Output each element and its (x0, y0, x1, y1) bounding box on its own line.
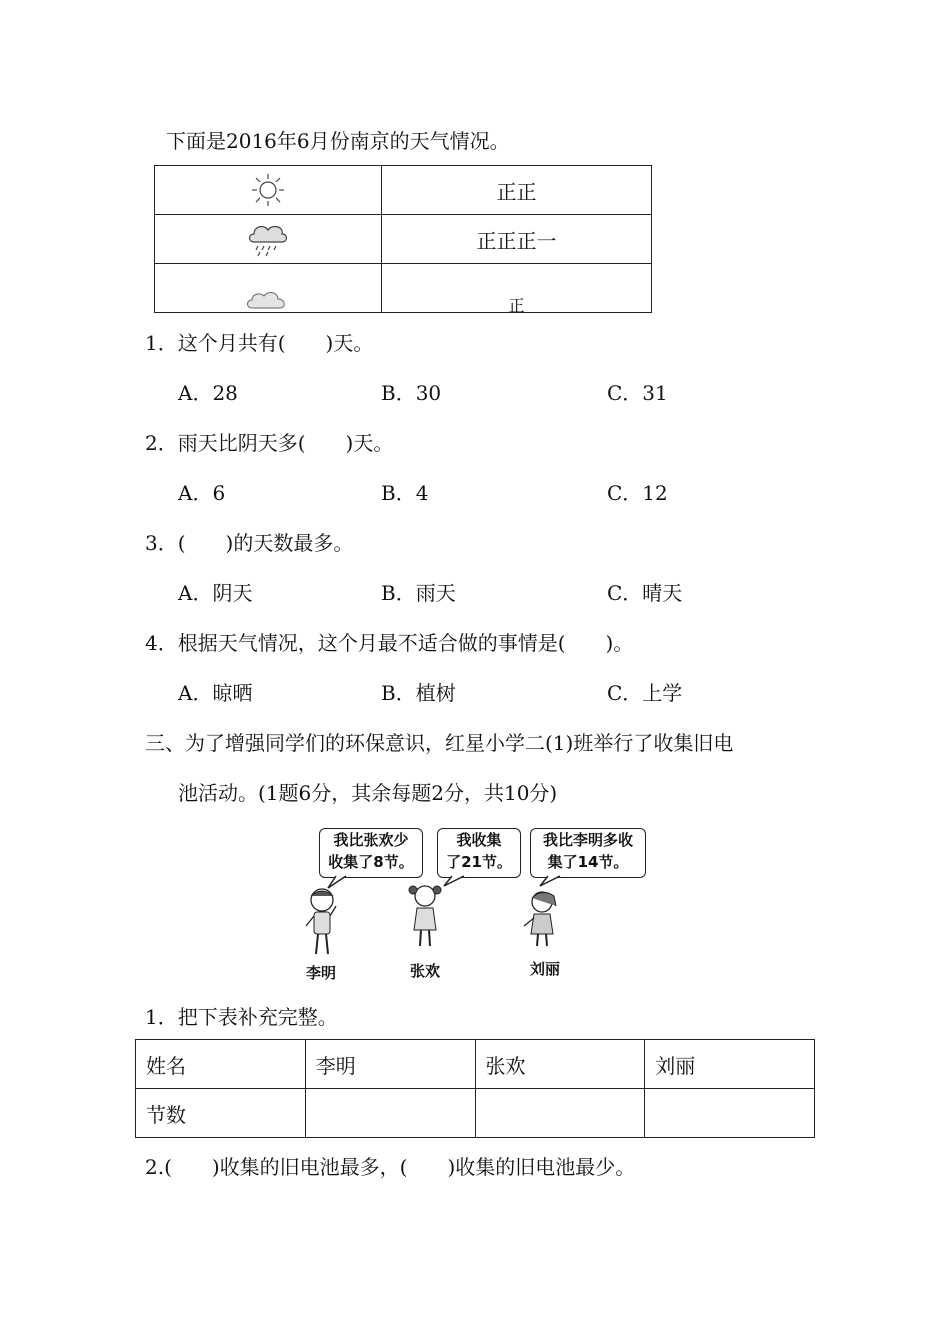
option-c: C．上学 (607, 681, 683, 705)
header-cell: 张欢 (475, 1040, 645, 1089)
option-a: A．晾晒 (178, 681, 253, 705)
option-c: C．12 (607, 481, 668, 505)
intro-text: 下面是2016年6月份南京的天气情况。 (166, 129, 510, 153)
battery-table-row (136, 1089, 815, 1138)
name-label-zhanghuan: 张欢 (410, 962, 441, 980)
weather-icon-cell (155, 215, 382, 264)
speech-bubble-liming: 我比张欢少 收集了8节。 (319, 828, 423, 878)
weather-row-rainy (155, 215, 652, 264)
header-cell: 李明 (305, 1040, 475, 1089)
section-3-title-cont: 池活动。(1题6分，其余每题2分，共10分) (178, 781, 558, 805)
weather-icon-cell (155, 264, 382, 313)
cloud-icon (246, 282, 290, 312)
question-stem: 4．根据天气情况，这个月最不适合做的事情是( )。 (145, 631, 634, 655)
option-c: C．31 (607, 381, 668, 405)
battery-table (135, 1039, 815, 1138)
question-stem: 2．雨天比阴天多( )天。 (145, 431, 394, 455)
speech-bubble-liuli: 我比李明多收 集了14节。 (530, 828, 646, 878)
section-3-question-1: 1．把下表补充完整。 (145, 1005, 338, 1029)
tally-cell: 正正 (382, 166, 652, 215)
answer-cell[interactable] (305, 1089, 475, 1138)
name-label-liuli: 刘丽 (530, 960, 561, 978)
sun-icon (248, 172, 288, 208)
tally-cell: 正 (382, 264, 652, 313)
weather-row-sunny (155, 166, 652, 215)
row-label-cell: 节数 (136, 1089, 306, 1138)
answer-cell[interactable] (475, 1089, 645, 1138)
question-stem: 1．这个月共有( )天。 (145, 331, 374, 355)
answer-cell[interactable] (645, 1089, 815, 1138)
option-a: A．阴天 (178, 581, 253, 605)
option-c: C．晴天 (607, 581, 683, 605)
speech-bubble-zhanghuan: 我收集 了21节。 (437, 828, 521, 878)
option-b: B．4 (381, 481, 429, 505)
name-label-liming: 李明 (306, 964, 337, 982)
boy-liming-figure (302, 886, 342, 960)
option-b: B．植树 (381, 681, 456, 705)
weather-table (154, 165, 652, 313)
section-3-question-2: 2.( )收集的旧电池最多，( )收集的旧电池最少。 (145, 1155, 636, 1179)
option-a: A．6 (178, 481, 226, 505)
question-stem: 3．( )的天数最多。 (145, 531, 354, 555)
option-a: A．28 (178, 381, 238, 405)
tally-cell: 正正正一 (382, 215, 652, 264)
weather-icon-cell (155, 166, 382, 215)
option-b: B．雨天 (381, 581, 456, 605)
bubble-tails (0, 870, 950, 940)
weather-row-cloudy (155, 264, 652, 313)
girl-zhanghuan-figure (405, 882, 445, 952)
section-3-title: 三、为了增强同学们的环保意识，红星小学二(1)班举行了收集旧电 (145, 731, 734, 755)
header-cell: 刘丽 (645, 1040, 815, 1089)
battery-table-header (136, 1040, 815, 1089)
girl-liuli-figure (520, 888, 564, 950)
header-cell: 姓名 (136, 1040, 306, 1089)
option-b: B．30 (381, 381, 442, 405)
rain-cloud-icon (246, 220, 290, 258)
